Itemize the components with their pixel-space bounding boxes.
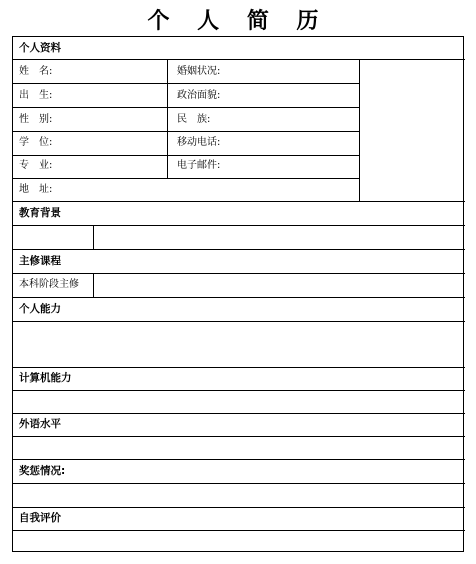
page-title: 个 人 简 历	[147, 8, 329, 34]
section-awards: 奖惩情况:	[19, 465, 66, 477]
row-divider	[13, 201, 465, 202]
row-divider	[13, 59, 465, 60]
row-divider	[13, 530, 465, 531]
row-divider	[13, 131, 359, 132]
field-email-label: 电子邮件:	[177, 160, 221, 171]
courses-row-label: 本科阶段主修	[19, 279, 79, 290]
column-divider	[93, 225, 94, 249]
field-major-label: 专 业:	[19, 160, 53, 171]
section-language: 外语水平	[19, 418, 61, 430]
row-divider	[13, 83, 359, 84]
section-courses: 主修课程	[19, 255, 61, 267]
row-divider	[13, 483, 465, 484]
field-degree-label: 学 位:	[19, 137, 53, 148]
section-self-eval: 自我评价	[19, 512, 61, 524]
column-divider	[167, 59, 168, 178]
section-computer: 计算机能力	[19, 372, 72, 384]
field-birth-label: 出 生:	[19, 90, 53, 101]
field-name-label: 姓 名:	[19, 66, 53, 77]
row-divider	[13, 225, 465, 226]
field-marital-label: 婚姻状况:	[177, 66, 221, 77]
field-address-label: 地 址:	[19, 184, 53, 195]
photo-area-divider	[359, 59, 360, 201]
row-divider	[13, 413, 465, 414]
row-divider	[13, 155, 359, 156]
row-divider	[13, 459, 465, 460]
section-education: 教育背景	[19, 207, 61, 219]
column-divider	[93, 273, 94, 297]
resume-table	[12, 36, 464, 552]
row-divider	[13, 321, 465, 322]
row-divider	[13, 249, 465, 250]
section-ability: 个人能力	[19, 303, 61, 315]
field-gender-label: 性 别:	[19, 114, 53, 125]
field-ethnicity-label: 民 族:	[177, 114, 211, 125]
row-divider	[13, 507, 465, 508]
field-political-label: 政治面貌:	[177, 90, 221, 101]
row-divider	[13, 178, 359, 179]
row-divider	[13, 297, 465, 298]
row-divider	[13, 273, 465, 274]
row-divider	[13, 107, 359, 108]
field-mobile-label: 移动电话:	[177, 137, 221, 148]
row-divider	[13, 436, 465, 437]
row-divider	[13, 367, 465, 368]
row-divider	[13, 390, 465, 391]
section-personal: 个人资料	[19, 42, 61, 54]
